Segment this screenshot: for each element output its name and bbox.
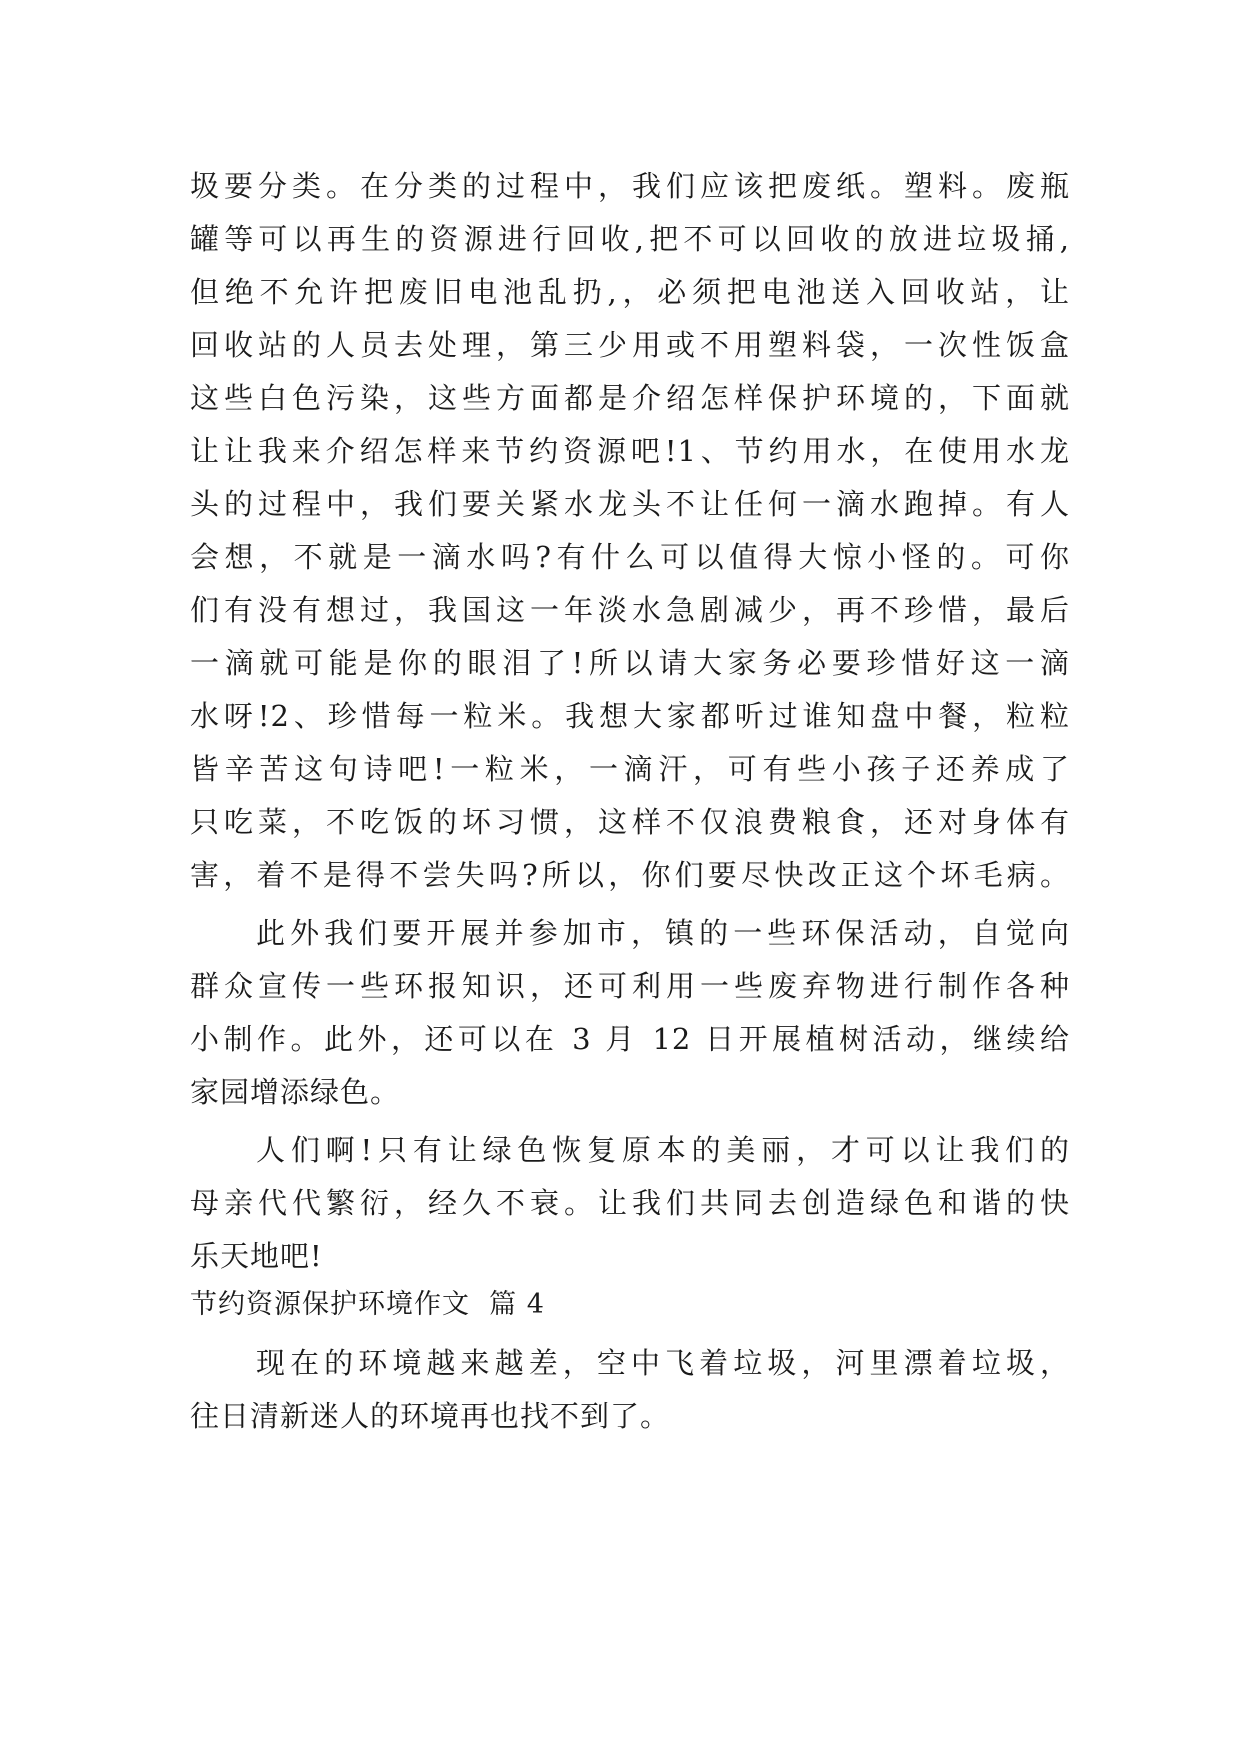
text-line: 水呀!2、珍惜每一粒米。我想大家都听过谁知盘中餐，粒粒: [190, 699, 1070, 733]
text-line: 乐天地吧!: [190, 1239, 323, 1273]
text-line: 小制作。此外，还可以在 3 月 12 日开展植树活动，继续给: [190, 1022, 1070, 1056]
text-line: 但绝不允许把废旧电池乱扔,，必须把电池送入回收站，让: [190, 275, 1070, 309]
text-line: 害，着不是得不尝失吗?所以，你们要尽快改正这个坏毛病。: [190, 858, 1070, 892]
text-line: 皆辛苦这句诗吧!一粒米，一滴汗，可有些小孩子还养成了: [190, 752, 1070, 786]
text-line: 母亲代代繁衍，经久不衰。让我们共同去创造绿色和谐的快: [190, 1186, 1070, 1220]
paragraph-first-line: 人们啊!只有让绿色恢复原本的美丽，才可以让我们的: [256, 1133, 1070, 1167]
text-line: 这些白色污染，这些方面都是介绍怎样保护环境的，下面就: [190, 381, 1070, 415]
paragraph-first-line: 此外我们要开展并参加市，镇的一些环保活动，自觉向: [256, 916, 1070, 950]
text-line: 们有没有想过，我国这一年淡水急剧减少，再不珍惜，最后: [190, 593, 1070, 627]
text-line: 往日清新迷人的环境再也找不到了。: [190, 1399, 671, 1433]
text-line: 让让我来介绍怎样来节约资源吧!1、节约用水，在使用水龙: [190, 434, 1070, 468]
paragraph-first-line: 现在的环境越来越差，空中飞着垃圾，河里漂着垃圾，: [256, 1346, 1070, 1380]
text-line: 一滴就可能是你的眼泪了!所以请大家务必要珍惜好这一滴: [190, 646, 1070, 680]
section-heading: 节约资源保护环境作文 篇 4: [190, 1289, 545, 1320]
text-line: 圾要分类。在分类的过程中，我们应该把废纸。塑料。废瓶: [190, 169, 1070, 203]
text-line: 只吃菜，不吃饭的坏习惯，这样不仅浪费粮食，还对身体有: [190, 805, 1070, 839]
text-line: 会想，不就是一滴水吗?有什么可以值得大惊小怪的。可你: [190, 540, 1070, 574]
text-line: 群众宣传一些环报知识，还可利用一些废弃物进行制作各种: [190, 969, 1070, 1003]
text-line: 回收站的人员去处理，第三少用或不用塑料袋，一次性饭盒: [190, 328, 1070, 362]
text-line: 头的过程中，我们要关紧水龙头不让任何一滴水跑掉。有人: [190, 487, 1070, 521]
text-line: 罐等可以再生的资源进行回收,把不可以回收的放进垃圾捅,: [190, 222, 1070, 256]
text-line: 家园增添绿色。: [190, 1075, 401, 1109]
